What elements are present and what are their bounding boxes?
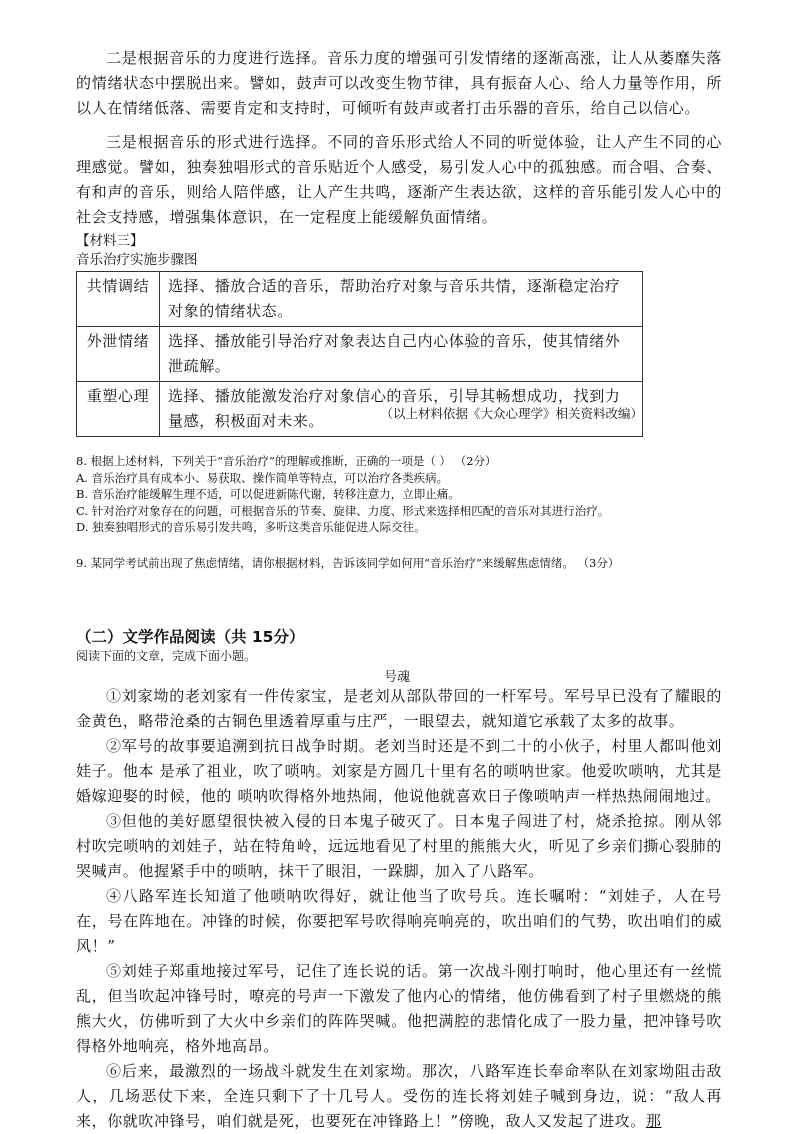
story-paragraph-5: ⑤刘娃子郑重地接过军号，记住了连长说的话。第一次战斗刚打响时，他心里还有一丝慌乱，但当吹起冲锋号时，嘹亮的号声一下激发了他内心的情绪，他仿佛看到了村子里燃烧的熊熊大火，仿佛听到了大火中乡亲们的阵阵哭喊。他把满腔的悲情化成了一股力量，把冲锋号吹得格外地响亮，格外地高昂。 <box>76 962 722 1055</box>
story-paragraph-6-text: ⑥后来，最激烈的一场战斗就发生在刘家坳。那次，八路军连长奉命率队在刘家坳阻击敌人，几场恶仗下来，全连只剩下了十几号人。受伤的连长将刘娃子喊到身边，说：“敌人再来，你就吹冲锋号，咱们就是死，也要死在冲锋路上！”傍晚，敌人又发起了进攻。 <box>76 1062 722 1130</box>
story-paragraph-3: ③但他的美好愿望很快被入侵的日本鬼子破灭了。日本鬼子闯进了村，烧杀抢掠。刚从邻村吹完唢呐的刘娃子，站在特角岭，远远地看见了村里的熊熊大火，听见了乡亲们撕心裂肺的哭喊声。他握紧手中的唢呐，抹干了眼泪，一跺脚，加入了八路军。 <box>76 812 722 880</box>
story-paragraph-2: ②军号的故事要追溯到抗日战争时期。老刘当时还是不到二十的小伙子，村里人都叫他刘娃子。他本 是承了祖业，吹了唢呐。刘家是方圆几十里有名的唢呐世家。他爱吹唢呐，尤其是婚嫁迎娶的时候，他的 唢呐吹得格外地热闹，他说他就喜欢日子像唢呐声一样热热闹闹地过。 <box>76 737 722 805</box>
passage-paragraph-2: 二是根据音乐的力度进行选择。音乐力度的增强可引发情绪的逐渐高涨，让人从萎靡失落的情绪状态中摆脱出来。譬如，鼓声可以改变生物节律，具有振奋人心、给人力量等作用，所以人在情绪低落、需要肯定和支持时，可倾听有鼓声或者打击乐器的音乐，给自己以信心。 <box>76 49 722 117</box>
story-title: 号魂 <box>383 670 410 685</box>
trailing-underlined-char: 那 <box>645 1112 662 1130</box>
question-8-stem: 8. 根据上述材料，下列关于“音乐治疗”的理解或推断，正确的一项是（ ） （2分） <box>76 454 497 468</box>
material-3-caption: 音乐治疗实施步骤图 <box>76 252 198 268</box>
option-b: B. 音乐治疗能缓解生理不适，可以促进新陈代谢，转移注意力，立即止痛。 <box>76 487 460 501</box>
table-row <box>77 327 643 382</box>
step-name-cell: 重塑心理 <box>77 382 160 437</box>
passage-paragraph-3: 三是根据音乐的形式进行选择。不同的音乐形式给人不同的听觉体验，让人产生不同的心理感觉。譬如，独奏独唱形式的音乐贴近个人感受，易引发人心中的孤独感。而合唱、合奏、有和声的音乐，则给人陪伴感，让人产生共鸣，逐渐产生表达欲，这样的音乐能引发人心中的社会支持感，增强集体意识，在一定程度上能缓解负面情绪。 <box>76 133 722 226</box>
step-desc-cell: 选择、播放能引导治疗对象表达自己内心体验的音乐，使其情绪外泄疏解。 <box>160 327 643 382</box>
table-row <box>77 272 643 327</box>
step-desc-cell: 选择、播放合适的音乐，帮助治疗对象与音乐共情，逐渐稳定治疗对象的情绪状态。 <box>160 272 643 327</box>
step-name-cell: 外泄情绪 <box>77 327 160 382</box>
story-paragraph-1: ①刘家坳的老刘家有一件传家宝，是老刘从部队带回的一杆军号。军号早已没有了耀眼的金黄色，略带沧桑的古铜色里透着厚重与庄严，一眼望去，就知道它承载了太多的故事。 <box>76 687 722 730</box>
story-body <box>76 684 722 1134</box>
source-note: （以上材料依据《大众心理学》相关资料改编） <box>380 406 643 421</box>
step-desc-cell: 选择、播放能激发治疗对象信心的音乐，引导其畅想成功，找到力量感，积极面对未来。 <box>160 382 643 437</box>
option-a: A. 音乐治疗具有成本小、易获取、操作简单等特点，可以治疗各类疾病。 <box>76 470 449 485</box>
section-2-title: （二）文学作品阅读（共 15分） <box>76 628 305 646</box>
story-paragraph-4: ④八路军连长知道了他唢呐吹得好，就让他当了吹号兵。连长嘱咐：“刘娃子，人在号在，号在阵地在。冲锋的时候，你要把军号吹得响亮响亮的，吹出咱们的气势，吹出咱们的威风！” <box>76 887 722 955</box>
option-d: D. 独奏独唱形式的音乐易引发共鸣，多听这类音乐能促进人际交往。 <box>76 520 426 534</box>
material-3-label: 【材料三】 <box>76 233 144 249</box>
question-9-stem: 9. 某同学考试前出现了焦虑情绪，请你根据材料，告诉该同学如何用“音乐治疗”来缓解焦虑情绪。 （3分） <box>76 556 620 570</box>
option-c: C. 针对治疗对象存在的问题，可根据音乐的节奏、旋律、力度、形式来选择相匹配的音乐对其进行治疗。 <box>76 503 610 518</box>
section-2-instruction: 阅读下面的文章，完成下面小题。 <box>76 649 257 663</box>
question-9 <box>76 555 726 572</box>
question-8 <box>76 453 726 536</box>
step-name-cell: 共情调结 <box>77 272 160 327</box>
